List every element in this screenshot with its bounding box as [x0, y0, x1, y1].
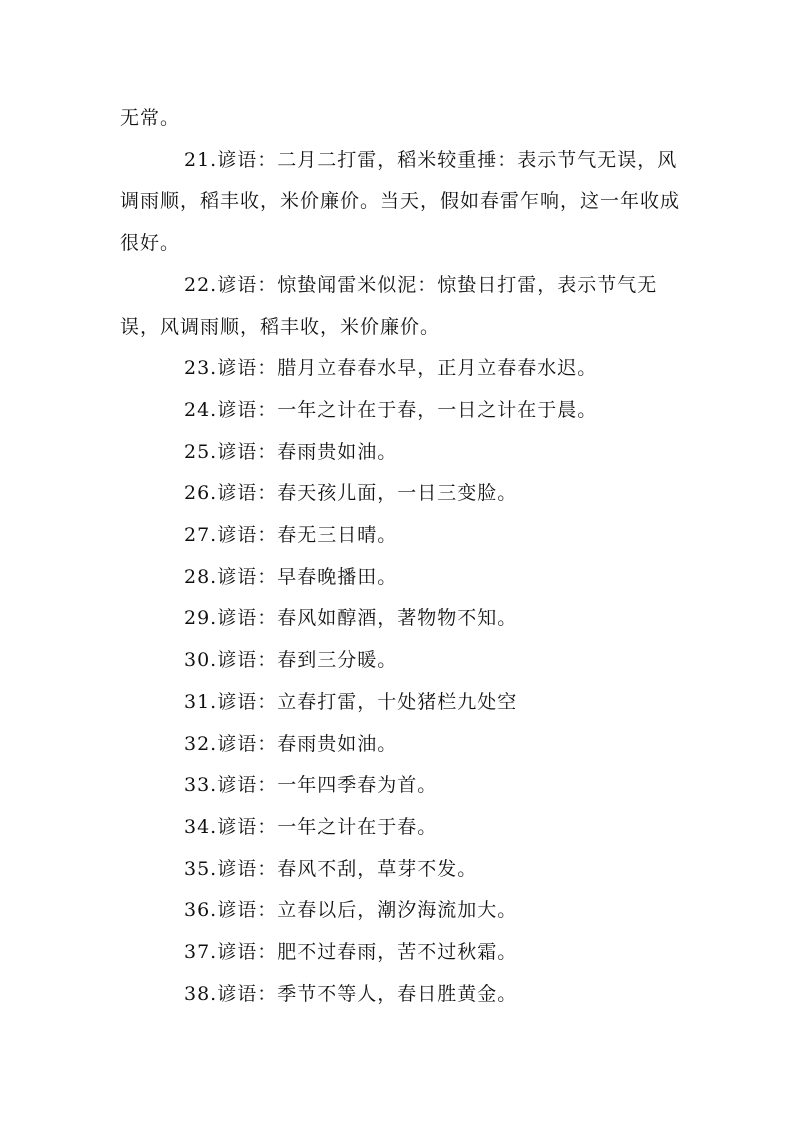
proverb-30: 30.谚语：春到三分暖。 [184, 649, 398, 672]
proverb-21: 21.谚语：二月二打雷，稻米较重捶：表示节气无误，风调雨顺，稻丰收，米价廉价。当天，假如春雷乍响，这一年收成很好。 [120, 148, 681, 255]
proverb-26: 26.谚语：春天孩儿面，一日三变脸。 [184, 482, 518, 505]
proverb-35: 35.谚语：春风不刮，草芽不发。 [184, 857, 478, 880]
proverb-28: 28.谚语：早春晚播田。 [184, 565, 398, 588]
proverb-34: 34.谚语：一年之计在于春。 [184, 815, 438, 838]
proverb-32: 32.谚语：春雨贵如油。 [184, 732, 398, 755]
paragraph-continuation: 无常。 [120, 107, 181, 129]
proverb-31: 31.谚语：立春打雷，十处猪栏九处空 [184, 690, 518, 713]
proverb-38: 38.谚语：季节不等人，春日胜黄金。 [184, 982, 518, 1005]
proverb-27: 27.谚语：春无三日晴。 [184, 524, 398, 547]
proverb-24: 24.谚语：一年之计在于春，一日之计在于晨。 [184, 398, 598, 421]
proverb-33: 33.谚语：一年四季春为首。 [184, 774, 438, 797]
proverb-37: 37.谚语：肥不过春雨，苦不过秋霜。 [184, 941, 518, 964]
proverb-22: 22.谚语：惊蛰闻雷米似泥：惊蛰日打雷，表示节气无误，风调雨顺，稻丰收，米价廉价。 [120, 273, 658, 338]
document-body [120, 98, 680, 1015]
proverb-29: 29.谚语：春风如醇酒，著物物不知。 [184, 607, 518, 630]
proverb-36: 36.谚语：立春以后，潮汐海流加大。 [184, 899, 518, 922]
proverb-25: 25.谚语：春雨贵如油。 [184, 440, 398, 463]
proverb-23: 23.谚语：腊月立春春水早，正月立春春水迟。 [184, 357, 598, 380]
